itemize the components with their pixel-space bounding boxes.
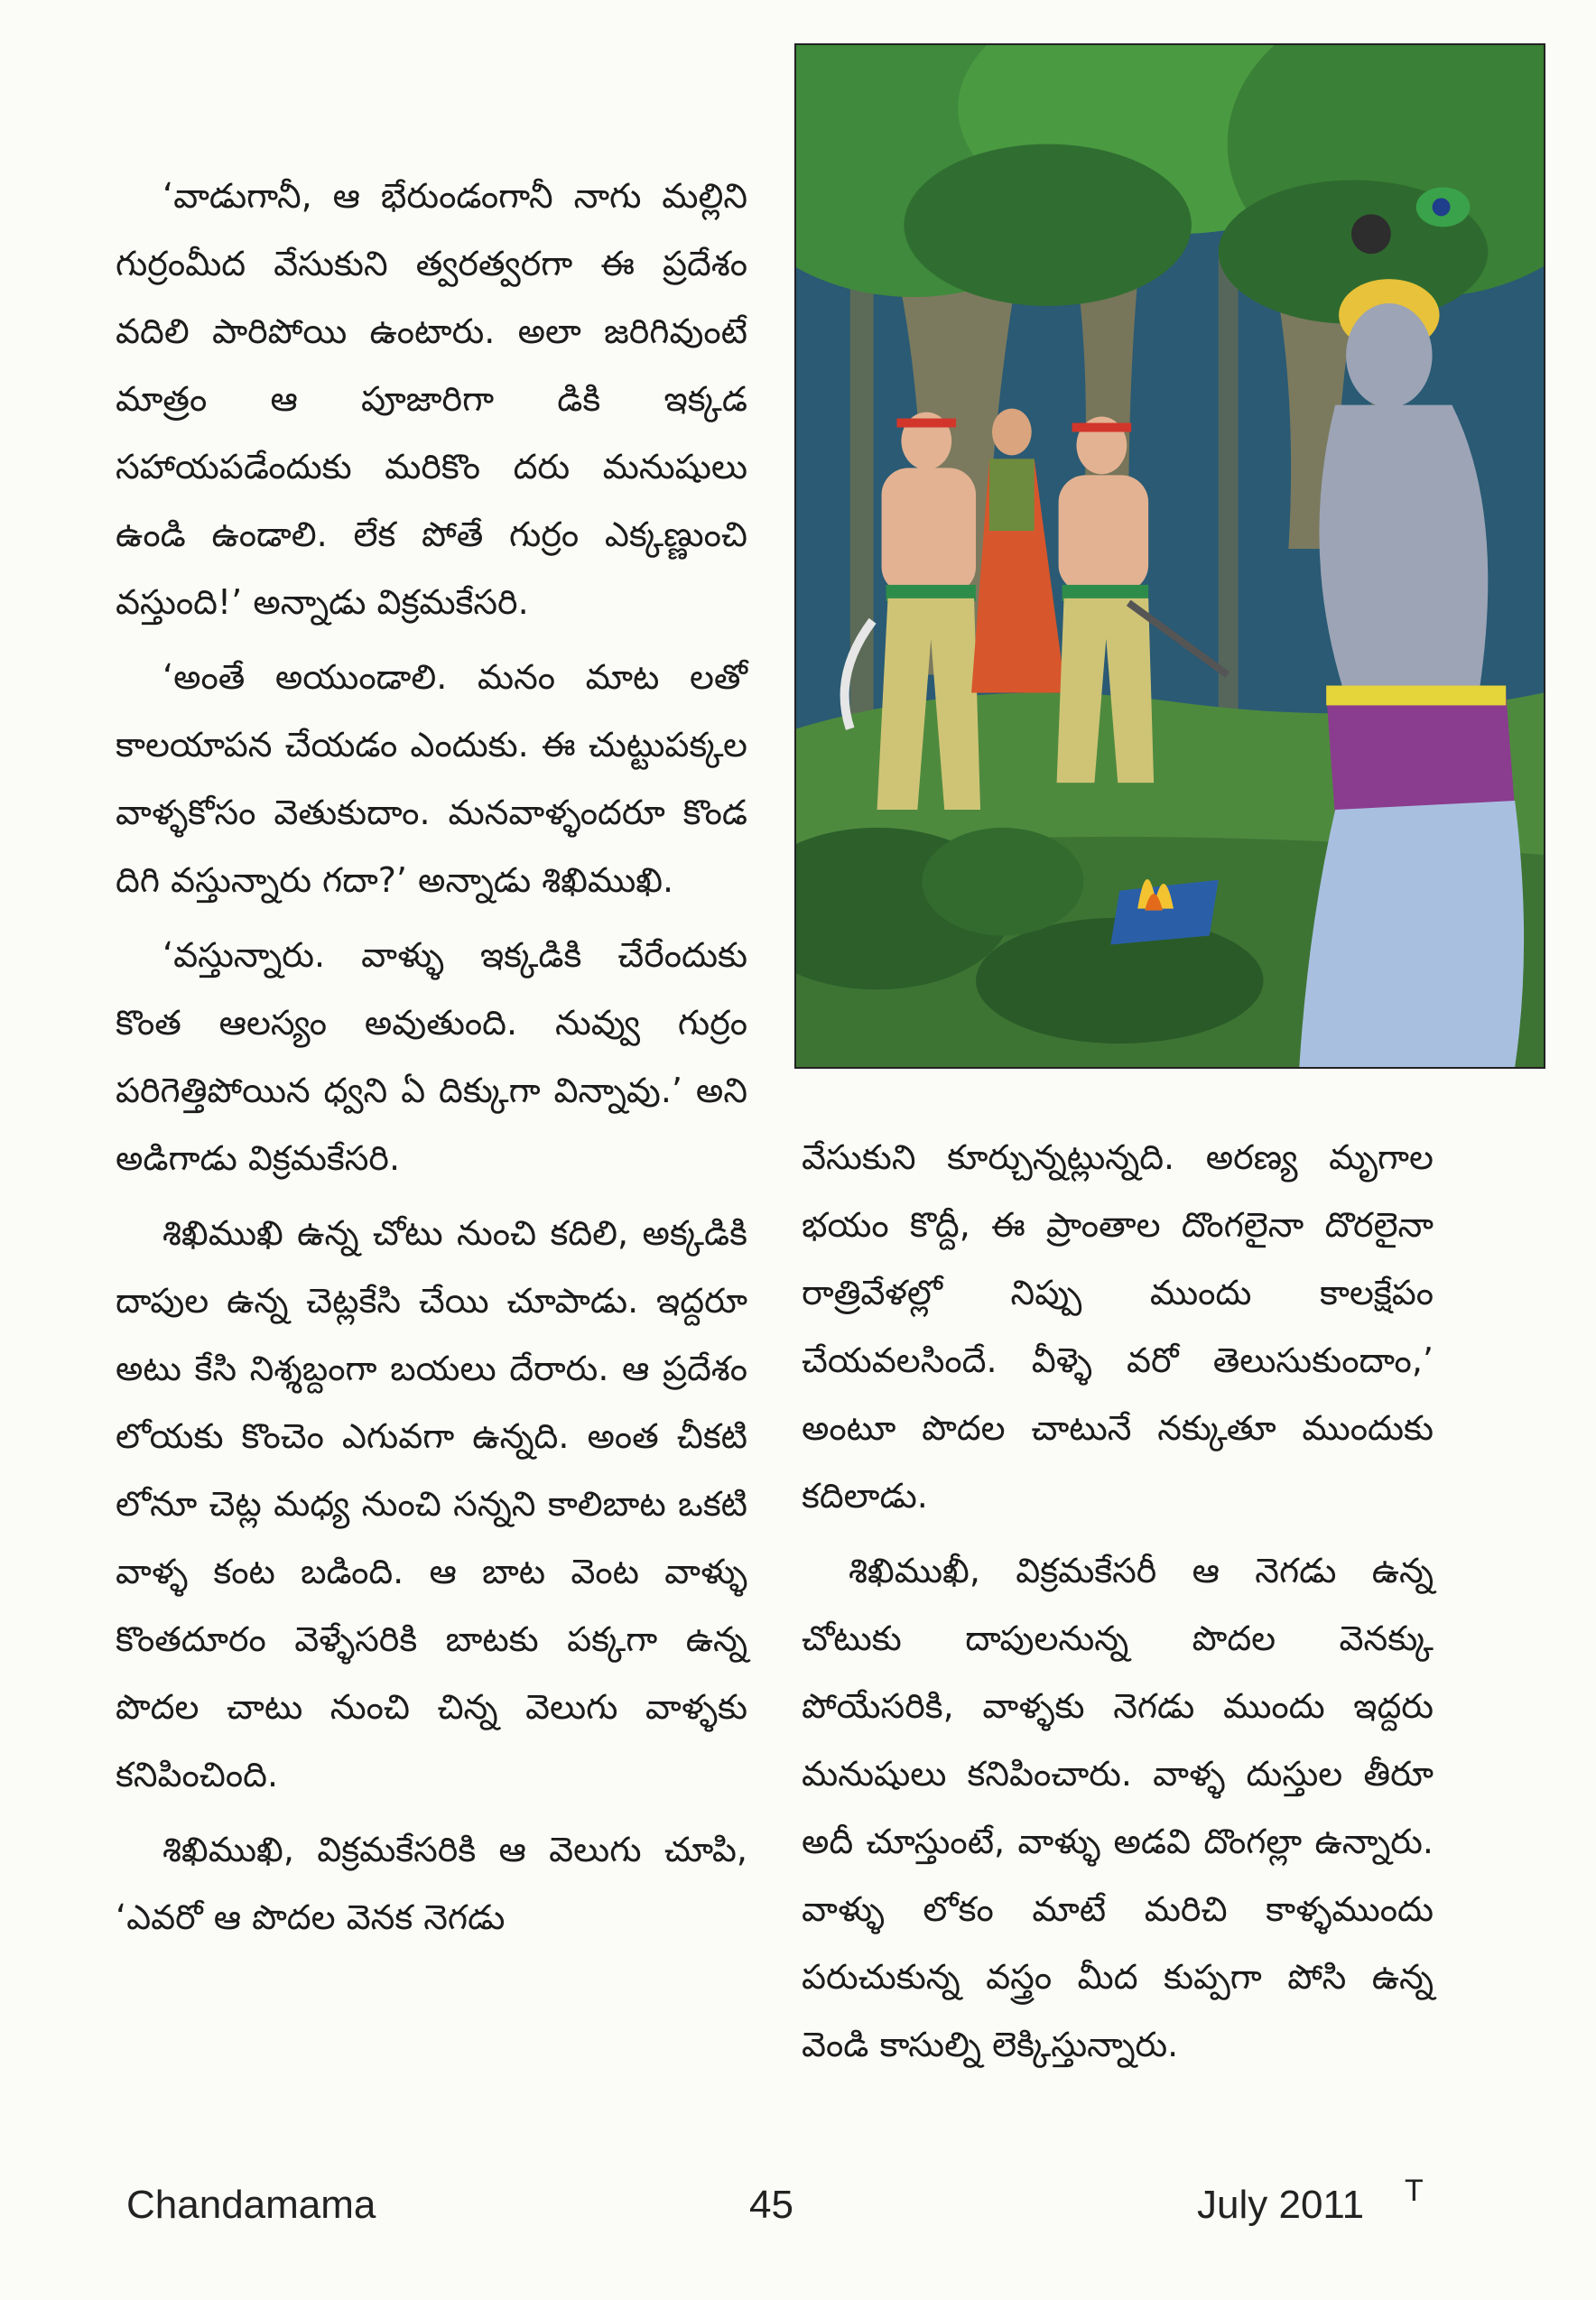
paragraph-4: శిఖిముఖి ఉన్న చోటు నుంచి కదిలి, అక్కడికి దాపుల ఉన్న చెట్లకేసి చేయి చూపాడు. ఇద్దరూ అటు కేసి నిశ్శబ్దంగా బయలు దేరారు. ఆ ప్రదేశం లోయకు కొంచెం ఎగువగా ఉన్నది. అంత చీకటి లోనూ చెట్ల మధ్య నుంచి సన్నని కాలిబాట ఒకటి వాళ్ళ కంట బడింది. ఆ బాట వెంట వాళ్ళు కొంతదూరం వెళ్ళేసరికి బాటకు పక్కగా ఉన్న పొదల చాటు నుంచి చిన్న వెలుగు వాళ్ళకు కనిపించింది.: [116, 1213, 747, 1795]
forest-scene-illustration: [796, 45, 1544, 1067]
left-text-column: [116, 162, 747, 1959]
page-number: 45: [749, 2183, 793, 2227]
story-illustration: [794, 43, 1545, 1069]
paragraph-1: ‘వాడుగానీ, ఆ భేరుండంగానీ నాగు మల్లిని గుర్రంమీద వేసుకుని త్వరత్వరగా ఈ ప్రదేశం వదిలి పారిపోయి ఉంటారు. అలా జరిగివుంటే మాత్రం ఆ పూజారిగా డికి ఇక్కడ సహాయపడేందుకు మరికొం దరు మనుషులు ఉండి ఉండాలి. లేక పోతే గుర్రం ఎక్కణ్ణుంచి వస్తుంది!’ అన్నాడు విక్రమకేసరి.: [116, 176, 747, 622]
right-text-column: [802, 1124, 1434, 2086]
page-footer: [0, 2174, 1596, 2237]
magazine-name: Chandamama: [126, 2183, 376, 2227]
paragraph-7: శిఖిముఖీ, విక్రమకేసరీ ఆ నెగడు ఉన్న చోటుకు దాపులనున్న పొదల వెనక్కు పోయేసరికి, వాళ్ళకు నెగడు ముందు ఇద్దరు మనుషులు కనిపించారు. వాళ్ళ దుస్తుల తీరూ అదీ చూస్తుంటే, వాళ్ళు అడవి దొంగల్లా ఉన్నారు. వాళ్ళు లోకం మాటే మరిచి కాళ్ళముందు పరుచుకున్న వస్త్రం మీద కుప్పగా పోసి ఉన్న వెండి కాసుల్ని లెక్కిస్తున్నారు.: [802, 1551, 1434, 2064]
paragraph-2: ‘అంతే అయుండాలి. మనం మాట లతో కాలయాపన చేయడం ఎందుకు. ఈ చుట్టుపక్కల వాళ్ళకోసం వెతుకుదాం. మనవాళ్ళందరూ కొండ దిగి వస్తున్నారు గదా?’ అన్నాడు శిఖిముఖి.: [116, 657, 747, 900]
edition-mark: T: [1405, 2174, 1424, 2208]
issue-date: July 2011: [1197, 2183, 1365, 2227]
paragraph-3: ‘వస్తున్నారు. వాళ్ళు ఇక్కడికి చేరేందుకు కొంత ఆలస్యం అవుతుంది. నువ్వు గుర్రం పరిగెత్తిపోయిన ధ్వని ఏ దిక్కుగా విన్నావు.’ అని అడిగాడు విక్రమకేసరి.: [116, 935, 747, 1178]
paragraph-6: వేసుకుని కూర్చున్నట్లున్నది. అరణ్య మృగాల భయం కొద్దీ, ఈ ప్రాంతాల దొంగలైనా దొరలైనా రాత్రివేళల్లో నిప్పు ముందు కాలక్షేపం చేయవలసిందే. వీళ్ళె వరో తెలుసుకుందాం,’ అంటూ పొదల చాటునే నక్కుతూ ముందుకు కదిలాడు.: [802, 1137, 1434, 1516]
paragraph-5: శిఖిముఖి, విక్రమకేసరికి ఆ వెలుగు చూపి, ‘ఎవరో ఆ పొదల వెనక నెగడు: [116, 1830, 747, 1937]
